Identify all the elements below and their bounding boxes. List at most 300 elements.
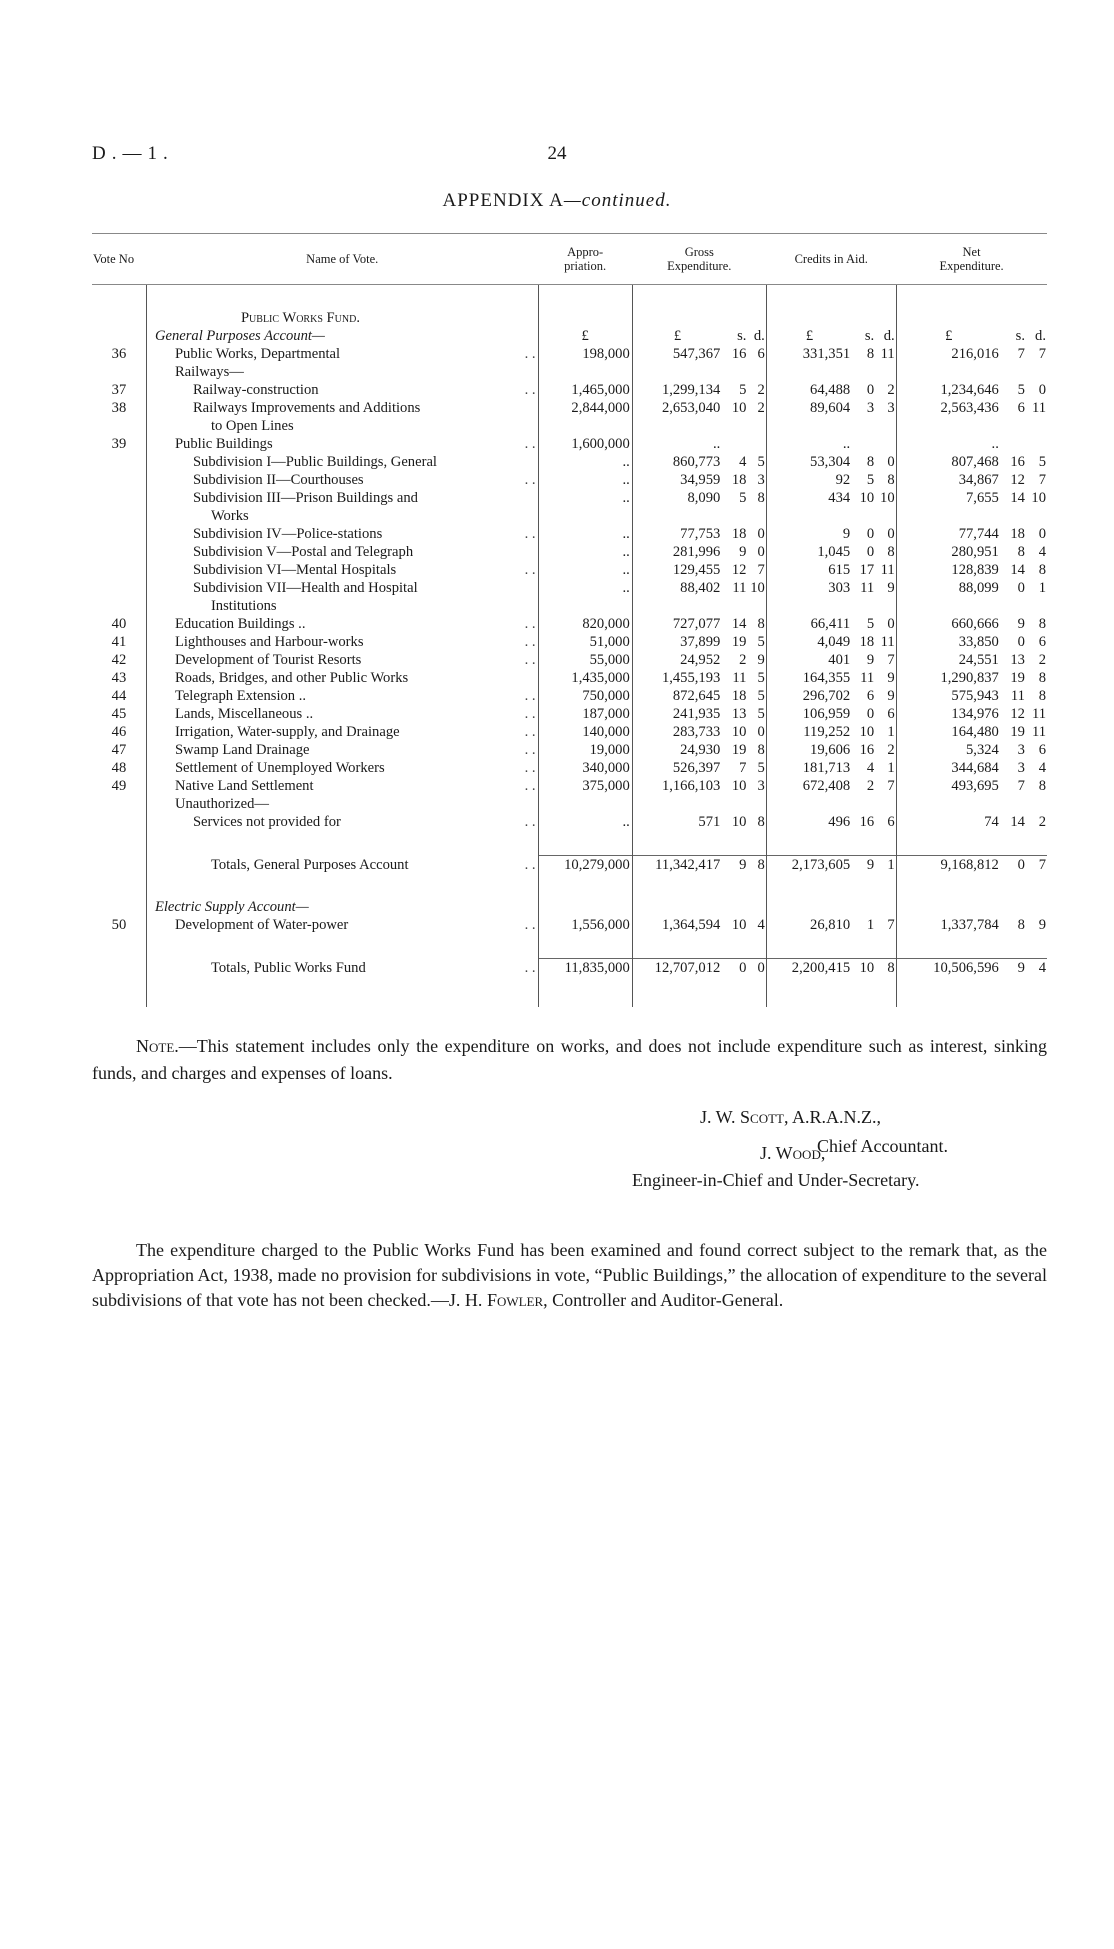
gross-shillings-cell: 11 — [732, 670, 747, 686]
net-shillings-cell — [1001, 507, 1026, 525]
gross-shillings-cell: 10 — [731, 814, 747, 830]
credits-shillings-cell — [852, 417, 875, 435]
appropriation-cell: 140,000 — [538, 723, 632, 741]
gross-shillings-cell: 4 — [739, 454, 747, 470]
table-row — [92, 651, 1047, 669]
credits-pence-cell: 9 — [887, 688, 895, 704]
table-row — [92, 453, 1047, 471]
table-row — [92, 705, 1047, 723]
net-shillings-cell: 14 — [1010, 814, 1025, 830]
net-shillings-cell: 18 — [1010, 526, 1025, 542]
credits-pence-cell: 8 — [887, 544, 895, 560]
net-pence-cell: 11 — [1031, 724, 1046, 740]
net-shillings-cell: 19 — [1010, 724, 1025, 740]
credits-shillings-cell: 0 — [866, 382, 875, 398]
gross-pence-cell — [747, 597, 766, 615]
gross-shillings-cell: 10 — [731, 400, 747, 416]
net-pence-cell: 6 — [1038, 742, 1046, 758]
credits-pence-cell: 6 — [887, 814, 895, 830]
appropriation-cell: 1,435,000 — [538, 669, 632, 687]
appropriation-cell: 2,844,000 — [538, 399, 632, 417]
table-row — [92, 345, 1047, 363]
vote-name: Railway-construction . . — [146, 381, 538, 399]
net-pounds-cell: 1,337,784 — [896, 916, 1001, 934]
gross-pence-cell: 7 — [757, 562, 765, 578]
gross-pence-cell: 0 — [757, 724, 765, 740]
gross-pounds-cell: 37,899 — [632, 633, 722, 651]
gross-pence-cell: 5 — [757, 670, 765, 686]
net-pounds-cell: 10,506,596 — [896, 959, 1001, 978]
net-shillings-cell: 12 — [1010, 472, 1025, 488]
credits-pounds-cell: 434 — [766, 489, 852, 507]
net-pence-cell: 1 — [1038, 580, 1046, 596]
credits-shillings-cell: 2 — [866, 778, 875, 794]
appropriation-cell: 750,000 — [538, 687, 632, 705]
table-row — [92, 759, 1047, 777]
gross-pounds-cell: 571 — [632, 813, 722, 831]
gross-pounds-cell — [632, 507, 722, 525]
net-pence-cell — [1026, 435, 1047, 453]
gross-pounds-cell: 1,166,103 — [632, 777, 722, 795]
electric-account-title-row — [92, 898, 1047, 916]
gross-pounds-cell: 1,455,193 — [632, 669, 722, 687]
net-pounds-cell: 1,290,837 — [896, 669, 1001, 687]
vote-number: 43 — [111, 670, 127, 686]
vote-name: Railways Improvements and Additions — [146, 399, 538, 417]
table-row — [92, 507, 1047, 525]
vote-name: Lands, Miscellaneous .. . . — [146, 705, 538, 723]
credits-pence-cell: 1 — [875, 856, 896, 875]
net-shillings-cell: 14 — [1010, 562, 1025, 578]
net-shillings-cell: 9 — [1017, 616, 1025, 632]
vote-name: Settlement of Unemployed Workers . . — [146, 759, 538, 777]
net-pounds-cell: 34,867 — [896, 471, 1001, 489]
vote-number: 48 — [111, 760, 127, 776]
gross-pence-cell: 5 — [757, 760, 765, 776]
gross-pounds-cell: 2,653,040 — [632, 399, 722, 417]
credits-pounds-cell: 164,355 — [766, 669, 852, 687]
net-pence-cell: 7 — [1038, 472, 1046, 488]
vote-name: Development of Water-power . . — [146, 916, 538, 934]
vote-number — [92, 507, 146, 525]
net-pounds-cell: 88,099 — [896, 579, 1001, 597]
credits-shillings-cell — [852, 597, 875, 615]
table-row — [92, 417, 1047, 435]
net-pounds-cell — [896, 417, 1001, 435]
net-shillings-cell: 12 — [1010, 706, 1025, 722]
net-pounds-cell: 164,480 — [896, 723, 1001, 741]
credits-shillings-cell: 5 — [866, 616, 875, 632]
gross-pounds-cell: 1,299,134 — [632, 381, 722, 399]
gross-pounds-cell: 12,707,012 — [632, 959, 722, 978]
credits-pounds-cell: 181,713 — [766, 759, 852, 777]
gross-pence-cell: 10 — [750, 580, 765, 596]
table-row — [92, 615, 1047, 633]
credits-pence-cell: 8 — [875, 959, 896, 978]
table-row — [92, 489, 1047, 507]
gross-shillings-cell: 19 — [731, 742, 747, 758]
gross-pence-cell: 8 — [747, 856, 766, 875]
appropriation-cell: .. — [538, 489, 632, 507]
vote-number: 41 — [111, 634, 127, 650]
credits-pounds-cell: 331,351 — [766, 345, 852, 363]
gross-pounds-cell — [632, 795, 722, 813]
appropriation-cell: 820,000 — [538, 615, 632, 633]
net-pounds-cell: 575,943 — [896, 687, 1001, 705]
gross-pounds-cell: 526,397 — [632, 759, 722, 777]
credits-shillings-cell — [852, 507, 875, 525]
credits-shillings-cell: 11 — [860, 580, 875, 596]
credits-shillings-cell: 9 — [852, 856, 875, 875]
net-shillings-cell: 0 — [1001, 856, 1026, 875]
vote-name: Institutions — [146, 597, 538, 615]
table-row — [92, 813, 1047, 831]
gross-pence-cell: 6 — [757, 346, 765, 362]
credits-shillings-cell: 17 — [859, 562, 875, 578]
vote-number: 45 — [111, 706, 127, 722]
vote-number — [92, 561, 146, 579]
credits-pence-cell — [875, 417, 896, 435]
vote-name: to Open Lines — [146, 417, 538, 435]
vote-number: 42 — [111, 652, 127, 668]
credits-shillings-cell: 8 — [866, 346, 875, 362]
gross-pence-cell: 0 — [757, 544, 765, 560]
credits-pounds-cell: 2,200,415 — [766, 959, 852, 978]
net-pounds-cell — [896, 795, 1001, 813]
appropriation-cell — [538, 417, 632, 435]
credits-shillings-cell: 1 — [866, 917, 875, 933]
gross-shillings-cell: 16 — [731, 346, 747, 362]
signature-engineer-name: J. Wood, — [760, 1143, 826, 1163]
vote-name: Works — [146, 507, 538, 525]
note-paragraph: Note.—This statement includes only the expenditure on works, and does not include expenditure such as interest, sinking funds, and charges and expenses of loans. — [92, 1036, 1047, 1083]
vote-number: 37 — [111, 382, 127, 398]
net-pounds-cell: 77,744 — [896, 525, 1001, 543]
credits-pounds-cell: 401 — [766, 651, 852, 669]
credits-pounds-cell: 615 — [766, 561, 852, 579]
credits-shillings-cell — [852, 795, 875, 813]
net-pounds-cell: 1,234,646 — [896, 381, 1001, 399]
vote-number — [92, 597, 146, 615]
vote-name: Subdivision I—Public Buildings, General — [146, 453, 538, 471]
net-pence-cell: 4 — [1038, 760, 1046, 776]
gross-shillings-cell: 18 — [731, 688, 747, 704]
col-net: Net Expenditure. — [896, 234, 1047, 285]
gross-pence-cell — [747, 435, 766, 453]
vote-name: Development of Tourist Resorts . . — [146, 651, 538, 669]
gross-pence-cell: 3 — [757, 778, 765, 794]
gross-pounds-cell: 1,364,594 — [632, 916, 722, 934]
net-pounds-cell: 344,684 — [896, 759, 1001, 777]
net-pounds-cell: 134,976 — [896, 705, 1001, 723]
gross-pounds-cell: 241,935 — [632, 705, 722, 723]
appropriation-cell: 1,465,000 — [538, 381, 632, 399]
gross-pounds-cell: 8,090 — [632, 489, 722, 507]
vote-number: 46 — [111, 724, 127, 740]
vote-name: Services not provided for . . — [146, 813, 538, 831]
net-pounds-cell: 216,016 — [896, 345, 1001, 363]
spacer-row — [92, 285, 1047, 310]
table-row — [92, 543, 1047, 561]
appropriation-cell: 375,000 — [538, 777, 632, 795]
auditor-statement: The expenditure charged to the Public Works Fund has been examined and found correct subject to the remark that, as the Appropriation Act, 1938, made no provision for subdivisions in vote, “Public Buildings,” the allocation of expenditure to the several subdivisions of that vote has not been checked.—J. H. Fowler, Controller and Auditor-General. — [92, 1240, 1047, 1310]
totals-fund-row — [92, 959, 1047, 978]
net-pence-cell: 11 — [1031, 706, 1046, 722]
table-header-row — [92, 234, 1047, 285]
credits-pence-cell: 6 — [887, 706, 895, 722]
credits-pence-cell — [875, 507, 896, 525]
net-pence-cell: 0 — [1038, 382, 1046, 398]
vote-name: Public Buildings . . — [146, 435, 538, 453]
table-row — [92, 687, 1047, 705]
gross-pounds-cell: 281,996 — [632, 543, 722, 561]
gross-pounds-cell: 34,959 — [632, 471, 722, 489]
gross-pounds-cell: 24,930 — [632, 741, 722, 759]
credits-pence-cell: 11 — [880, 562, 895, 578]
credits-pounds-cell: 64,488 — [766, 381, 852, 399]
gross-pounds-cell — [632, 597, 722, 615]
appropriation-cell: .. — [538, 813, 632, 831]
credits-shillings-cell: 16 — [859, 814, 875, 830]
net-pence-cell: 8 — [1038, 778, 1046, 794]
net-pounds-cell: 5,324 — [896, 741, 1001, 759]
table-body — [92, 285, 1047, 1008]
credits-shillings-cell: 10 — [852, 959, 875, 978]
credits-pence-cell: 9 — [887, 670, 895, 686]
vote-number: 38 — [111, 400, 127, 416]
gross-pence-cell: 8 — [757, 814, 765, 830]
net-pence-cell: 11 — [1031, 400, 1046, 416]
net-shillings-cell: 19 — [1010, 670, 1025, 686]
net-shillings-cell: 16 — [1010, 454, 1025, 470]
credits-shillings-cell: 10 — [859, 724, 875, 740]
gross-pounds-cell: 77,753 — [632, 525, 722, 543]
net-shillings-cell — [1001, 435, 1026, 453]
vote-name: Subdivision VII—Health and Hospital — [146, 579, 538, 597]
vote-number: 47 — [111, 742, 127, 758]
appropriation-cell: 51,000 — [538, 633, 632, 651]
credits-shillings-cell: 16 — [859, 742, 875, 758]
net-pence-cell: 8 — [1038, 562, 1046, 578]
vote-name: Subdivision VI—Mental Hospitals . . — [146, 561, 538, 579]
credits-pounds-cell: 26,810 — [766, 916, 852, 934]
gross-shillings-cell: 9 — [722, 856, 747, 875]
gross-shillings-cell: 18 — [731, 526, 747, 542]
credits-pounds-cell: 303 — [766, 579, 852, 597]
credits-pence-cell — [875, 795, 896, 813]
net-shillings-cell: 8 — [1017, 544, 1025, 560]
credits-pence-cell: 7 — [887, 652, 895, 668]
net-pence-cell: 9 — [1038, 917, 1046, 933]
gross-pence-cell: 2 — [757, 382, 765, 398]
gross-pounds-cell: 727,077 — [632, 615, 722, 633]
signature-engineer-title: Engineer-in-Chief and Under-Secretary. — [632, 1170, 920, 1190]
net-pence-cell: 8 — [1038, 688, 1046, 704]
appropriation-cell: 187,000 — [538, 705, 632, 723]
gross-pounds-cell: 11,342,417 — [632, 856, 722, 875]
gross-pounds-cell: 872,645 — [632, 687, 722, 705]
credits-pence-cell: 1 — [887, 724, 895, 740]
net-shillings-cell: 11 — [1010, 688, 1025, 704]
gross-pence-cell: 8 — [757, 490, 765, 506]
credits-shillings-cell: 3 — [866, 400, 875, 416]
net-pence-cell: 7 — [1038, 346, 1046, 362]
credits-pounds-cell: 1,045 — [766, 543, 852, 561]
credits-pounds-cell — [766, 507, 852, 525]
fund-title-row — [92, 309, 1047, 327]
net-pounds-cell: 33,850 — [896, 633, 1001, 651]
credits-pounds-cell — [766, 417, 852, 435]
col-gross: Gross Expenditure. — [632, 234, 766, 285]
credits-shillings-cell: 9 — [866, 652, 875, 668]
gross-pence-cell: 5 — [757, 706, 765, 722]
votes-table — [92, 233, 1047, 1007]
spacer-row — [92, 934, 1047, 959]
table-row — [92, 525, 1047, 543]
credits-pounds-cell — [766, 597, 852, 615]
gross-pounds-cell: .. — [632, 435, 722, 453]
vote-name: Native Land Settlement . . — [146, 777, 538, 795]
gross-shillings-cell: 12 — [731, 562, 747, 578]
table-row — [92, 916, 1047, 934]
credits-pounds-cell: .. — [766, 435, 852, 453]
table-row — [92, 399, 1047, 417]
net-pounds-cell: 9,168,812 — [896, 856, 1001, 875]
gross-shillings-cell: 5 — [739, 382, 747, 398]
net-pence-cell: 0 — [1038, 526, 1046, 542]
net-shillings-cell: 6 — [1017, 400, 1025, 416]
vote-name: Unauthorized— — [146, 795, 538, 813]
page-number: 24 — [547, 143, 567, 164]
net-pounds-cell: 280,951 — [896, 543, 1001, 561]
net-shillings-cell — [1001, 417, 1026, 435]
account-title-row: General Purposes Account— £ £ s. d. £ s. d. £ s. d. — [92, 327, 1047, 345]
credits-pounds-cell: 19,606 — [766, 741, 852, 759]
net-pounds-cell: 660,666 — [896, 615, 1001, 633]
net-pounds-cell: .. — [896, 435, 1001, 453]
vote-number — [92, 453, 146, 471]
credits-shillings-cell: 5 — [866, 472, 875, 488]
net-shillings-cell: 7 — [1017, 778, 1025, 794]
vote-number: 49 — [111, 778, 127, 794]
vote-name: Subdivision V—Postal and Telegraph — [146, 543, 538, 561]
net-pounds-cell: 74 — [896, 813, 1001, 831]
net-shillings-cell — [1001, 795, 1026, 813]
appropriation-cell: 340,000 — [538, 759, 632, 777]
net-pence-cell: 5 — [1038, 454, 1046, 470]
credits-pence-cell — [875, 435, 896, 453]
gross-shillings-cell: 18 — [731, 472, 747, 488]
credits-shillings-cell: 4 — [866, 760, 875, 776]
vote-name: Totals, Public Works Fund . . — [146, 959, 538, 978]
gross-shillings-cell: 13 — [731, 706, 747, 722]
credits-shillings-cell: 18 — [859, 634, 875, 650]
credits-pence-cell: 1 — [887, 760, 895, 776]
net-pounds-cell: 7,655 — [896, 489, 1001, 507]
gross-shillings-cell: 10 — [731, 917, 747, 933]
totals-general-row — [92, 856, 1047, 875]
table-row — [92, 777, 1047, 795]
appendix-title: APPENDIX A—continued. — [442, 190, 672, 211]
vote-name: Education Buildings .. . . — [146, 615, 538, 633]
net-shillings-cell: 3 — [1017, 742, 1025, 758]
vote-number — [92, 471, 146, 489]
net-pence-cell — [1026, 507, 1047, 525]
gross-pence-cell — [747, 417, 766, 435]
table-row — [92, 597, 1047, 615]
gross-pounds-cell: 129,455 — [632, 561, 722, 579]
net-pounds-cell: 493,695 — [896, 777, 1001, 795]
table-row — [92, 579, 1047, 597]
gross-pounds-cell: 283,733 — [632, 723, 722, 741]
table-row — [92, 471, 1047, 489]
net-pence-cell: 4 — [1038, 544, 1046, 560]
net-pence-cell: 2 — [1038, 652, 1046, 668]
credits-pence-cell: 9 — [887, 580, 895, 596]
appropriation-cell — [538, 507, 632, 525]
net-pence-cell: 2 — [1038, 814, 1046, 830]
vote-name: Public Works, Departmental . . — [146, 345, 538, 363]
net-pence-cell — [1026, 417, 1047, 435]
net-pence-cell — [1026, 795, 1047, 813]
vote-number: 36 — [111, 346, 127, 362]
appropriation-cell: .. — [538, 471, 632, 489]
fund-title: Public Works Fund. — [146, 309, 538, 327]
appropriation-cell: 55,000 — [538, 651, 632, 669]
credits-pence-cell: 7 — [887, 778, 895, 794]
vote-number — [92, 525, 146, 543]
gross-shillings-cell: 10 — [731, 724, 747, 740]
net-shillings-cell: 3 — [1017, 760, 1025, 776]
gross-shillings-cell: 0 — [722, 959, 747, 978]
net-shillings-cell: 8 — [1017, 917, 1025, 933]
net-pounds-cell: 807,468 — [896, 453, 1001, 471]
credits-shillings-cell — [852, 435, 875, 453]
credits-pence-cell: 0 — [887, 454, 895, 470]
vote-name: Roads, Bridges, and other Public Works — [146, 669, 538, 687]
table-row — [92, 669, 1047, 687]
credits-pounds-cell: 53,304 — [766, 453, 852, 471]
appropriation-cell: 19,000 — [538, 741, 632, 759]
net-pounds-cell — [896, 507, 1001, 525]
credits-shillings-cell: 8 — [866, 454, 875, 470]
gross-pence-cell: 8 — [757, 742, 765, 758]
appropriation-cell: 1,600,000 — [538, 435, 632, 453]
credits-pence-cell: 8 — [887, 472, 895, 488]
gross-shillings-cell: 11 — [732, 580, 747, 596]
net-pounds-cell: 128,839 — [896, 561, 1001, 579]
credits-pence-cell: 2 — [887, 742, 895, 758]
table-row — [92, 723, 1047, 741]
gross-pence-cell: 4 — [757, 917, 765, 933]
credits-pence-cell: 11 — [880, 634, 895, 650]
gross-shillings-cell: 7 — [739, 760, 747, 776]
col-appropriation: Appro- priation. — [538, 234, 632, 285]
credits-pounds-cell: 119,252 — [766, 723, 852, 741]
vote-number — [92, 489, 146, 507]
net-pence-cell: 8 — [1038, 670, 1046, 686]
net-shillings-cell: 9 — [1001, 959, 1026, 978]
vote-number — [92, 813, 146, 831]
col-vote-no: Vote No — [92, 234, 146, 285]
net-shillings-cell: 14 — [1010, 490, 1025, 506]
gross-shillings-cell — [722, 417, 747, 435]
credits-pence-cell: 2 — [887, 382, 895, 398]
vote-name: Irrigation, Water-supply, and Drainage . . — [146, 723, 538, 741]
vote-number: 40 — [111, 616, 127, 632]
credits-shillings-cell: 0 — [866, 706, 875, 722]
net-shillings-cell: 0 — [1017, 634, 1025, 650]
